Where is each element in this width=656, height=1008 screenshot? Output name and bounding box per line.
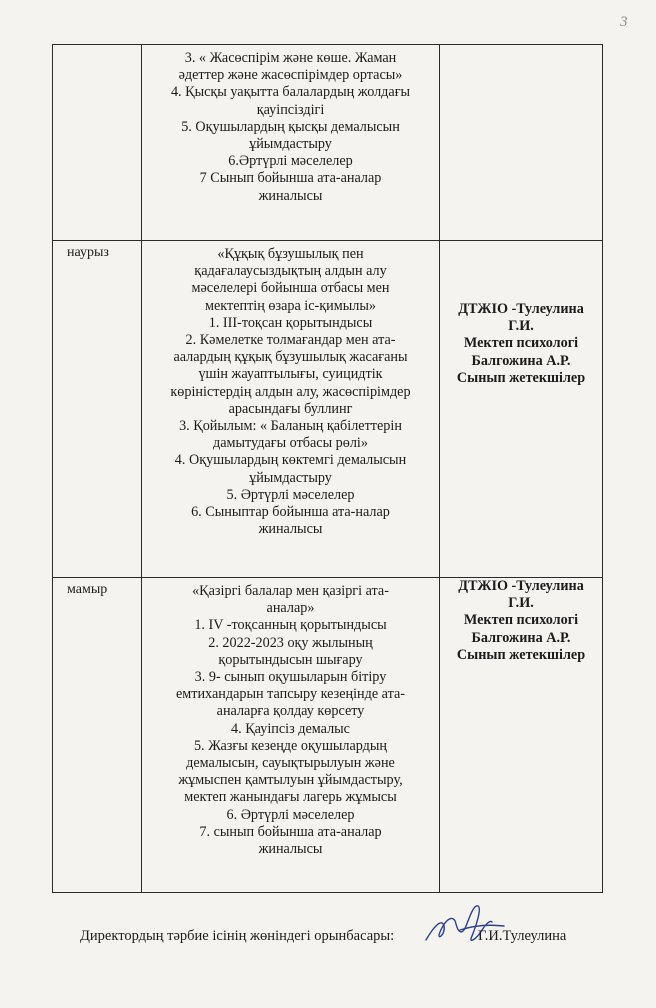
month-label: наурыз bbox=[67, 245, 109, 260]
agenda-line: ұйымдастыру bbox=[249, 136, 332, 153]
agenda-line: 1. ІІІ-тоқсан қорытындысы bbox=[208, 314, 373, 331]
agenda-line: 5. Жазғы кезеңде оқушылардың bbox=[193, 737, 388, 754]
month-label bbox=[53, 45, 141, 49]
agenda-line: 1. IV -тоқсанның қорытындысы bbox=[194, 617, 387, 634]
responsible-line: Мектеп психологі bbox=[463, 612, 579, 629]
responsible-line: Г.И. bbox=[508, 595, 534, 612]
agenda-line: жиналысы bbox=[258, 521, 323, 538]
deputy-director-label: Директордың тәрбие ісінің жөніндегі орынбасары: bbox=[80, 928, 395, 944]
responsible-line: Сынып жетекшілер bbox=[456, 646, 586, 663]
month-cell bbox=[53, 241, 142, 578]
agenda-line: «Қазіргі балалар мен қазіргі ата- bbox=[192, 583, 389, 599]
agenda-line: үшін жауаптылығы, суицидтік bbox=[198, 366, 383, 383]
month-cell bbox=[53, 578, 142, 893]
responsible-cell bbox=[440, 578, 603, 893]
agenda-line: 7. сынып бойынша ата-аналар bbox=[199, 823, 382, 840]
responsible-line: ДТЖІО -Тулеулина bbox=[458, 578, 584, 594]
agenda-line: 6.Әртүрлі мәселелер bbox=[228, 153, 353, 170]
agenda-line: 3. 9- сынып оқушыларын бітіру bbox=[194, 669, 387, 686]
agenda-lines bbox=[142, 578, 439, 858]
responsible-lines bbox=[440, 578, 602, 664]
agenda-line: қауіпсіздігі bbox=[256, 101, 325, 118]
agenda-line: жұмыспен қамтылуын ұйымдастыру, bbox=[178, 772, 403, 789]
table-row bbox=[53, 578, 603, 893]
agenda-line: мәселелері бойынша отбасы мен bbox=[191, 280, 390, 297]
agenda-line: «Құқық бұзушылық пен bbox=[217, 246, 364, 262]
agenda-line: демалысын, сауықтырылуын және bbox=[186, 755, 395, 772]
agenda-line: жиналысы bbox=[258, 187, 323, 204]
table-row bbox=[53, 241, 603, 578]
agenda-lines bbox=[142, 45, 439, 205]
agenda-line: жиналысы bbox=[258, 841, 323, 858]
agenda-line: мектеп жанындағы лагерь жұмысы bbox=[184, 789, 397, 806]
agenda-line: 3. Қойылым: « Баланың қабілеттерін bbox=[179, 418, 402, 435]
agenda-lines bbox=[142, 241, 439, 538]
agenda-line: 4. Қысқы уақытта балалардың жолдағы bbox=[170, 84, 411, 101]
meetings-plan-table bbox=[52, 44, 603, 893]
responsible-line: Мектеп психологі bbox=[463, 335, 579, 352]
content-cell bbox=[142, 578, 440, 893]
content-cell bbox=[142, 241, 440, 578]
deputy-director-name: Г.И.Тулеулина bbox=[478, 928, 567, 944]
responsible-line: ДТЖІО -Тулеулина bbox=[458, 301, 584, 317]
responsible-line: Сынып жетекшілер bbox=[456, 369, 586, 386]
agenda-line: 4. Қауіпсіз демалыс bbox=[231, 720, 350, 737]
agenda-line: емтихандарын тапсыру кезеңінде ата- bbox=[175, 686, 406, 703]
agenda-line: 7 Сынып бойынша ата-аналар bbox=[199, 170, 382, 187]
agenda-line: ұйымдастыру bbox=[249, 469, 332, 486]
responsible-cell bbox=[440, 241, 603, 578]
page-number: 3 bbox=[620, 14, 628, 30]
responsible-cell bbox=[440, 45, 603, 241]
agenda-line: аналар» bbox=[266, 600, 315, 617]
agenda-line: әдеттер және жасөспірімдер ортасы» bbox=[178, 67, 403, 84]
agenda-line: мектептің өзара іс-қимылы» bbox=[205, 297, 376, 314]
agenda-line: аналарға қолдау көрсету bbox=[216, 703, 365, 720]
responsible-line: Балгожина А.Р. bbox=[471, 352, 571, 369]
agenda-line: 2. 2022-2023 оқу жылының bbox=[208, 634, 373, 651]
agenda-line: дамытудағы отбасы рөлі» bbox=[213, 435, 368, 452]
agenda-line: 6. Сыныптар бойынша ата-налар bbox=[191, 504, 390, 521]
content-cell bbox=[142, 45, 440, 241]
agenda-line: 5. Әртүрлі мәселелер bbox=[226, 486, 355, 503]
agenda-line: 6. Әртүрлі мәселелер bbox=[226, 806, 355, 823]
agenda-line: арасындағы буллинг bbox=[228, 400, 353, 417]
agenda-line: 3. « Жасөспірім және көше. Жаман bbox=[184, 50, 397, 66]
responsible-lines bbox=[440, 241, 602, 387]
month-label: мамыр bbox=[67, 582, 108, 597]
agenda-line: 4. Оқушылардың көктемгі демалысын bbox=[174, 452, 407, 469]
agenda-line: аалардың құқық бұзушылық жасағаны bbox=[173, 349, 408, 366]
table-row bbox=[53, 45, 603, 241]
agenda-line: қорытындысын шығару bbox=[218, 651, 363, 668]
month-cell bbox=[53, 45, 142, 241]
agenda-line: көріністердің алдын алу, жасөспірімдер bbox=[170, 383, 411, 400]
responsible-line: Г.И. bbox=[508, 318, 534, 335]
agenda-line: қадағалаусыздықтың алдын алу bbox=[194, 263, 387, 280]
agenda-line: 2. Кәмелетке толмағандар мен ата- bbox=[185, 332, 396, 349]
responsible-line: Балгожина А.Р. bbox=[471, 629, 571, 646]
agenda-line: 5. Оқушылардың қысқы демалысын bbox=[181, 118, 400, 135]
